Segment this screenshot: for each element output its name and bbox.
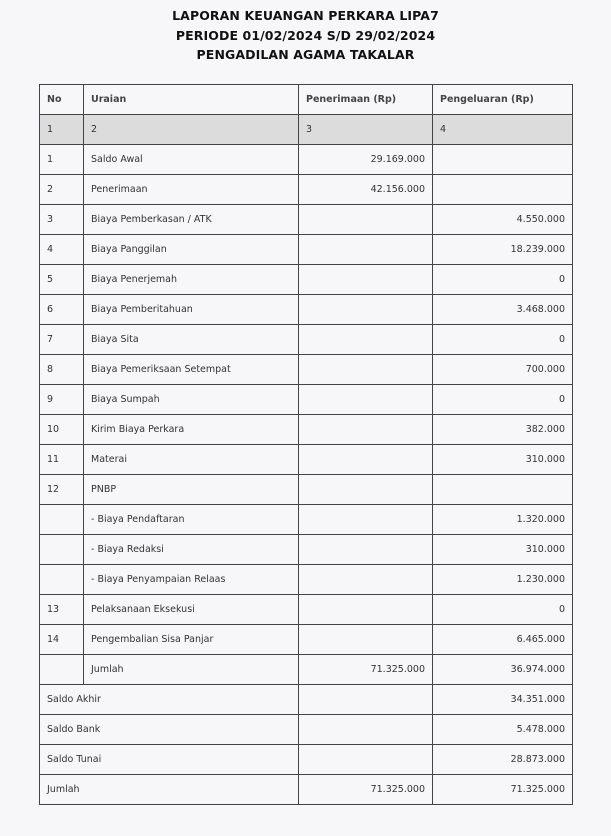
summary-pengeluaran-cell: 5.478.000 (433, 715, 573, 745)
row-penerimaan-cell (299, 325, 433, 355)
table-body (40, 115, 573, 805)
table-row (40, 505, 573, 535)
row-pengeluaran-cell (433, 175, 573, 205)
table-row (40, 235, 573, 265)
row-uraian-cell: Biaya Pemeriksaan Setempat (84, 355, 299, 385)
row-uraian-cell: Biaya Pemberkasan / ATK (84, 205, 299, 235)
table-row (40, 205, 573, 235)
row-uraian-cell: Biaya Panggilan (84, 235, 299, 265)
row-penerimaan-cell (299, 385, 433, 415)
row-penerimaan-cell (299, 625, 433, 655)
table-row (40, 265, 573, 295)
table-row (40, 625, 573, 655)
row-pengeluaran-cell: 6.465.000 (433, 625, 573, 655)
table-row (40, 355, 573, 385)
row-pengeluaran-cell: 3.468.000 (433, 295, 573, 325)
table-row (40, 295, 573, 325)
summary-label-cell: Saldo Tunai (40, 745, 299, 775)
row-no-cell: 14 (40, 625, 84, 655)
row-penerimaan-cell (299, 505, 433, 535)
row-uraian-cell: Biaya Pemberitahuan (84, 295, 299, 325)
row-pengeluaran-cell: 1.230.000 (433, 565, 573, 595)
row-pengeluaran-cell: 4.550.000 (433, 205, 573, 235)
row-no-cell: 11 (40, 445, 84, 475)
row-pengeluaran-cell: 0 (433, 595, 573, 625)
row-no-cell: 3 (40, 205, 84, 235)
row-penerimaan-cell (299, 445, 433, 475)
row-uraian-cell: Penerimaan (84, 175, 299, 205)
row-uraian-cell: - Biaya Pendaftaran (84, 505, 299, 535)
report-period: PERIODE 01/02/2024 S/D 29/02/2024 (175, 27, 436, 43)
row-pengeluaran-cell: 36.974.000 (433, 655, 573, 685)
row-no-cell: 9 (40, 385, 84, 415)
row-no-cell: 10 (40, 415, 84, 445)
row-no-cell: 8 (40, 355, 84, 385)
summary-pengeluaran-cell: 71.325.000 (433, 775, 573, 805)
row-uraian-cell: PNBP (84, 475, 299, 505)
table-header-row (40, 85, 573, 115)
header-penerimaan: Penerimaan (Rp) (299, 85, 433, 115)
summary-row (40, 685, 573, 715)
row-penerimaan-cell (299, 265, 433, 295)
row-penerimaan-cell (299, 535, 433, 565)
row-uraian-cell: Biaya Sumpah (84, 385, 299, 415)
index-cell: 4 (433, 115, 573, 145)
row-no-cell (40, 565, 84, 595)
summary-label-cell: Saldo Akhir (40, 685, 299, 715)
table-row (40, 385, 573, 415)
summary-penerimaan-cell (299, 715, 433, 745)
summary-penerimaan-cell (299, 685, 433, 715)
row-penerimaan-cell: 71.325.000 (299, 655, 433, 685)
row-no-cell: 6 (40, 295, 84, 325)
row-uraian-cell: Materai (84, 445, 299, 475)
index-cell: 2 (84, 115, 299, 145)
row-pengeluaran-cell: 382.000 (433, 415, 573, 445)
header-uraian: Uraian (84, 85, 299, 115)
row-uraian-cell: Pengembalian Sisa Panjar (84, 625, 299, 655)
summary-row (40, 775, 573, 805)
table-row (40, 445, 573, 475)
row-no-cell: 12 (40, 475, 84, 505)
row-pengeluaran-cell (433, 145, 573, 175)
row-uraian-cell: Biaya Penerjemah (84, 265, 299, 295)
table-row (40, 415, 573, 445)
summary-label-cell: Jumlah (40, 775, 299, 805)
row-penerimaan-cell (299, 355, 433, 385)
row-no-cell: 2 (40, 175, 84, 205)
row-pengeluaran-cell: 700.000 (433, 355, 573, 385)
table-row (40, 145, 573, 175)
row-no-cell: 7 (40, 325, 84, 355)
summary-row (40, 745, 573, 775)
row-penerimaan-cell: 29.169.000 (299, 145, 433, 175)
row-pengeluaran-cell (433, 475, 573, 505)
row-penerimaan-cell (299, 205, 433, 235)
summary-penerimaan-cell: 71.325.000 (299, 775, 433, 805)
summary-penerimaan-cell (299, 745, 433, 775)
row-penerimaan-cell: 42.156.000 (299, 175, 433, 205)
index-cell: 3 (299, 115, 433, 145)
financial-report-table (39, 84, 573, 805)
row-no-cell: 5 (40, 265, 84, 295)
table-row (40, 325, 573, 355)
row-uraian-cell: Pelaksanaan Eksekusi (84, 595, 299, 625)
table-row (40, 595, 573, 625)
row-pengeluaran-cell: 0 (433, 325, 573, 355)
court-name: PENGADILAN AGAMA TAKALAR (196, 47, 415, 62)
row-pengeluaran-cell: 0 (433, 265, 573, 295)
row-no-cell: 4 (40, 235, 84, 265)
summary-label-cell: Saldo Bank (40, 715, 299, 745)
header-pengeluaran: Pengeluaran (Rp) (433, 85, 573, 115)
row-penerimaan-cell (299, 565, 433, 595)
row-uraian-cell: Saldo Awal (84, 145, 299, 175)
table-row (40, 175, 573, 205)
summary-row (40, 715, 573, 745)
summary-pengeluaran-cell: 28.873.000 (433, 745, 573, 775)
row-penerimaan-cell (299, 415, 433, 445)
row-no-cell: 1 (40, 145, 84, 175)
row-uraian-cell: Jumlah (84, 655, 299, 685)
index-cell: 1 (40, 115, 84, 145)
row-penerimaan-cell (299, 295, 433, 325)
table-row (40, 535, 573, 565)
row-uraian-cell: Kirim Biaya Perkara (84, 415, 299, 445)
row-no-cell: 13 (40, 595, 84, 625)
row-pengeluaran-cell: 310.000 (433, 445, 573, 475)
report-title (0, 6, 611, 65)
report-title-line-1: LAPORAN KEUANGAN PERKARA LIPA7 (172, 8, 439, 23)
row-penerimaan-cell (299, 475, 433, 505)
row-penerimaan-cell (299, 595, 433, 625)
row-uraian-cell: Biaya Sita (84, 325, 299, 355)
row-pengeluaran-cell: 0 (433, 385, 573, 415)
row-uraian-cell: - Biaya Penyampaian Relaas (84, 565, 299, 595)
header-no: No (40, 85, 84, 115)
table-row (40, 655, 573, 685)
row-uraian-cell: - Biaya Redaksi (84, 535, 299, 565)
table-row (40, 475, 573, 505)
row-pengeluaran-cell: 310.000 (433, 535, 573, 565)
row-no-cell (40, 535, 84, 565)
row-pengeluaran-cell: 18.239.000 (433, 235, 573, 265)
row-no-cell (40, 505, 84, 535)
summary-pengeluaran-cell: 34.351.000 (433, 685, 573, 715)
table-row (40, 565, 573, 595)
row-no-cell (40, 655, 84, 685)
row-penerimaan-cell (299, 235, 433, 265)
column-index-row (40, 115, 573, 145)
row-pengeluaran-cell: 1.320.000 (433, 505, 573, 535)
